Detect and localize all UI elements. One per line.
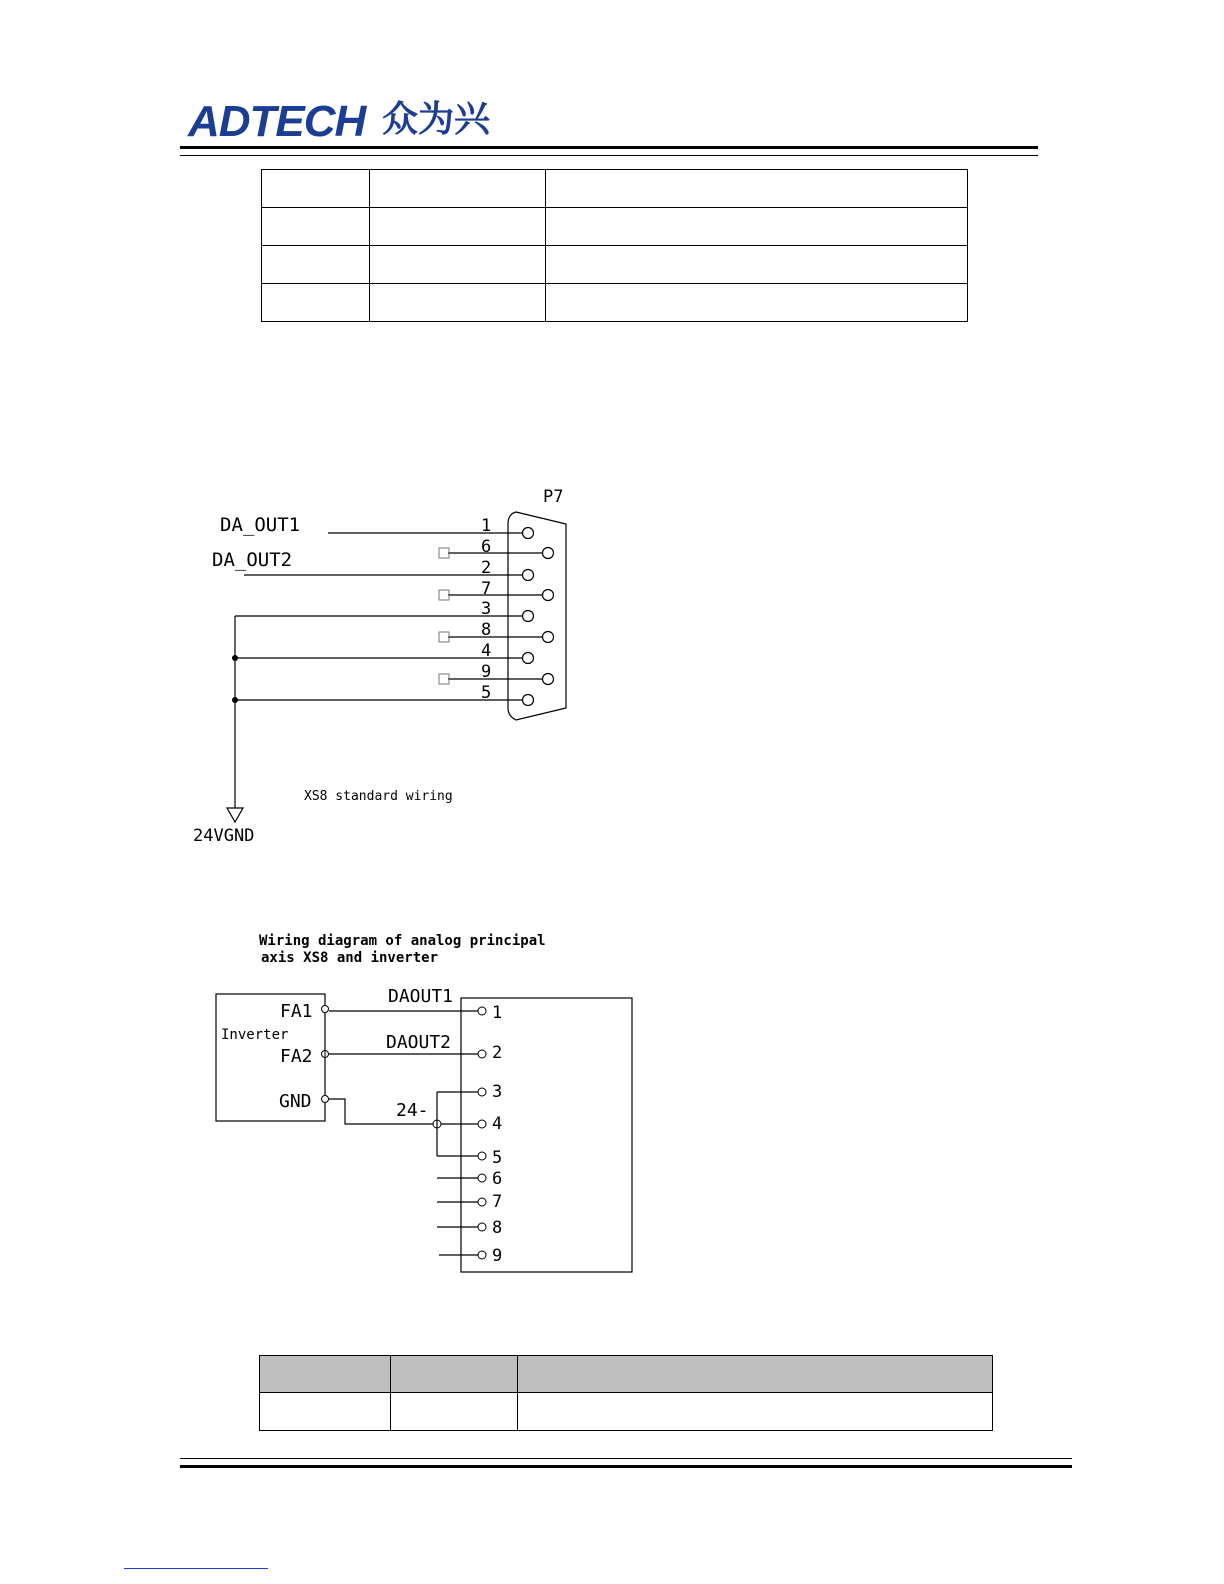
xs8-standard-wiring-diagram: [180, 480, 600, 850]
pin-circle-6: [543, 548, 554, 559]
table-cell: [262, 170, 370, 208]
table-cell: [370, 284, 546, 322]
header-rule-thin: [180, 155, 1038, 156]
open-terminal-8: [439, 632, 449, 642]
table-header-cell: [260, 1356, 391, 1393]
logo-chinese-text: 众为兴: [382, 99, 491, 140]
pin-number: 2: [481, 558, 492, 578]
table-cell: [260, 1393, 391, 1431]
signal-label-da-out1: DA_OUT1: [220, 514, 301, 536]
pin-terminal-7: [478, 1198, 486, 1206]
inverter-label: Inverter: [221, 1027, 289, 1043]
table-cell: [262, 284, 370, 322]
table-cell: [262, 246, 370, 284]
table-row: [262, 170, 968, 208]
table-cell: [546, 208, 968, 246]
connector-label: P7: [543, 487, 564, 507]
table-row: [260, 1393, 993, 1431]
junction-dot: [232, 697, 238, 703]
bottom-table: [259, 1355, 993, 1431]
net-label-daout1: DAOUT1: [388, 986, 454, 1007]
terminal-label-gnd: GND: [279, 1091, 312, 1112]
pin-terminal-2: [478, 1050, 486, 1058]
pin-number: 8: [492, 1218, 503, 1238]
diagram-caption: XS8 standard wiring: [304, 789, 453, 804]
table-cell: [370, 246, 546, 284]
footer-rule-thin: [180, 1458, 1072, 1459]
table-cell: [546, 246, 968, 284]
table-cell: [518, 1393, 993, 1431]
table-row: [262, 246, 968, 284]
header-rule-thick: [180, 146, 1038, 149]
pin-number: 5: [481, 683, 492, 703]
open-terminal-6: [439, 548, 449, 558]
open-terminal-7: [439, 590, 449, 600]
pin-circle-7: [543, 590, 554, 601]
pin-number: 7: [492, 1192, 503, 1212]
diagram-title-line1: Wiring diagram of analog principal: [259, 933, 546, 949]
pin-number: 7: [481, 579, 492, 599]
pin-circle-8: [543, 632, 554, 643]
table-header-cell: [518, 1356, 993, 1393]
table-cell: [391, 1393, 518, 1431]
net-label-24: 24-: [396, 1100, 429, 1121]
terminal-label-fa1: FA1: [280, 1001, 313, 1022]
table-cell: [370, 170, 546, 208]
pin-terminal-8: [478, 1223, 486, 1231]
table-cell: [262, 208, 370, 246]
terminal-gnd: [322, 1096, 329, 1103]
pin-number: 6: [481, 537, 492, 557]
junction-dot: [232, 655, 238, 661]
footer-rule-thick: [180, 1465, 1072, 1468]
top-table: [261, 169, 968, 322]
pin-number: 6: [492, 1169, 503, 1189]
pin-terminal-6: [478, 1174, 486, 1182]
table-cell: [546, 170, 968, 208]
ground-label: 24VGND: [193, 826, 255, 846]
footer-link-underline[interactable]: [124, 1552, 268, 1569]
table-row: [262, 208, 968, 246]
pin-circle-4: [523, 653, 534, 664]
table-header-row: [260, 1356, 993, 1393]
xs8-connector-box: [461, 998, 632, 1272]
pin-number: 2: [492, 1043, 503, 1063]
signal-label-da-out2: DA_OUT2: [212, 549, 293, 571]
pin-number: 9: [481, 662, 492, 682]
pin-number: 3: [492, 1082, 503, 1102]
terminal-fa1: [322, 1006, 329, 1013]
table-cell: [370, 208, 546, 246]
pin-terminal-3: [478, 1088, 486, 1096]
logo-latin-text: ADTECH: [188, 97, 366, 146]
pin-circle-9: [543, 674, 554, 685]
pin-number: 8: [481, 620, 492, 640]
table-cell: [546, 284, 968, 322]
pin-circle-2: [523, 570, 534, 581]
diagram-title-line2: axis XS8 and inverter: [261, 950, 439, 966]
pin-circle-1: [523, 528, 534, 539]
open-terminal-9: [439, 674, 449, 684]
pin-terminal-1: [478, 1007, 486, 1015]
pin-number: 4: [492, 1114, 503, 1134]
inverter-wiring-diagram: [200, 925, 650, 1285]
pin-number: 4: [481, 641, 492, 661]
ground-symbol: [227, 808, 243, 822]
pin-terminal-5: [478, 1152, 486, 1160]
pin-terminal-4: [478, 1120, 486, 1128]
pin-circle-3: [523, 611, 534, 622]
pin-number: 5: [492, 1148, 503, 1168]
pin-number: 9: [492, 1246, 503, 1266]
net-label-daout2: DAOUT2: [386, 1032, 452, 1053]
pin-circle-5: [523, 695, 534, 706]
pin-number: 3: [481, 599, 492, 619]
table-header-cell: [391, 1356, 518, 1393]
pin-terminal-9: [478, 1251, 486, 1259]
table-row: [262, 284, 968, 322]
pin-number: 1: [481, 516, 492, 536]
terminal-label-fa2: FA2: [280, 1046, 313, 1067]
pin-number: 1: [492, 1003, 503, 1023]
